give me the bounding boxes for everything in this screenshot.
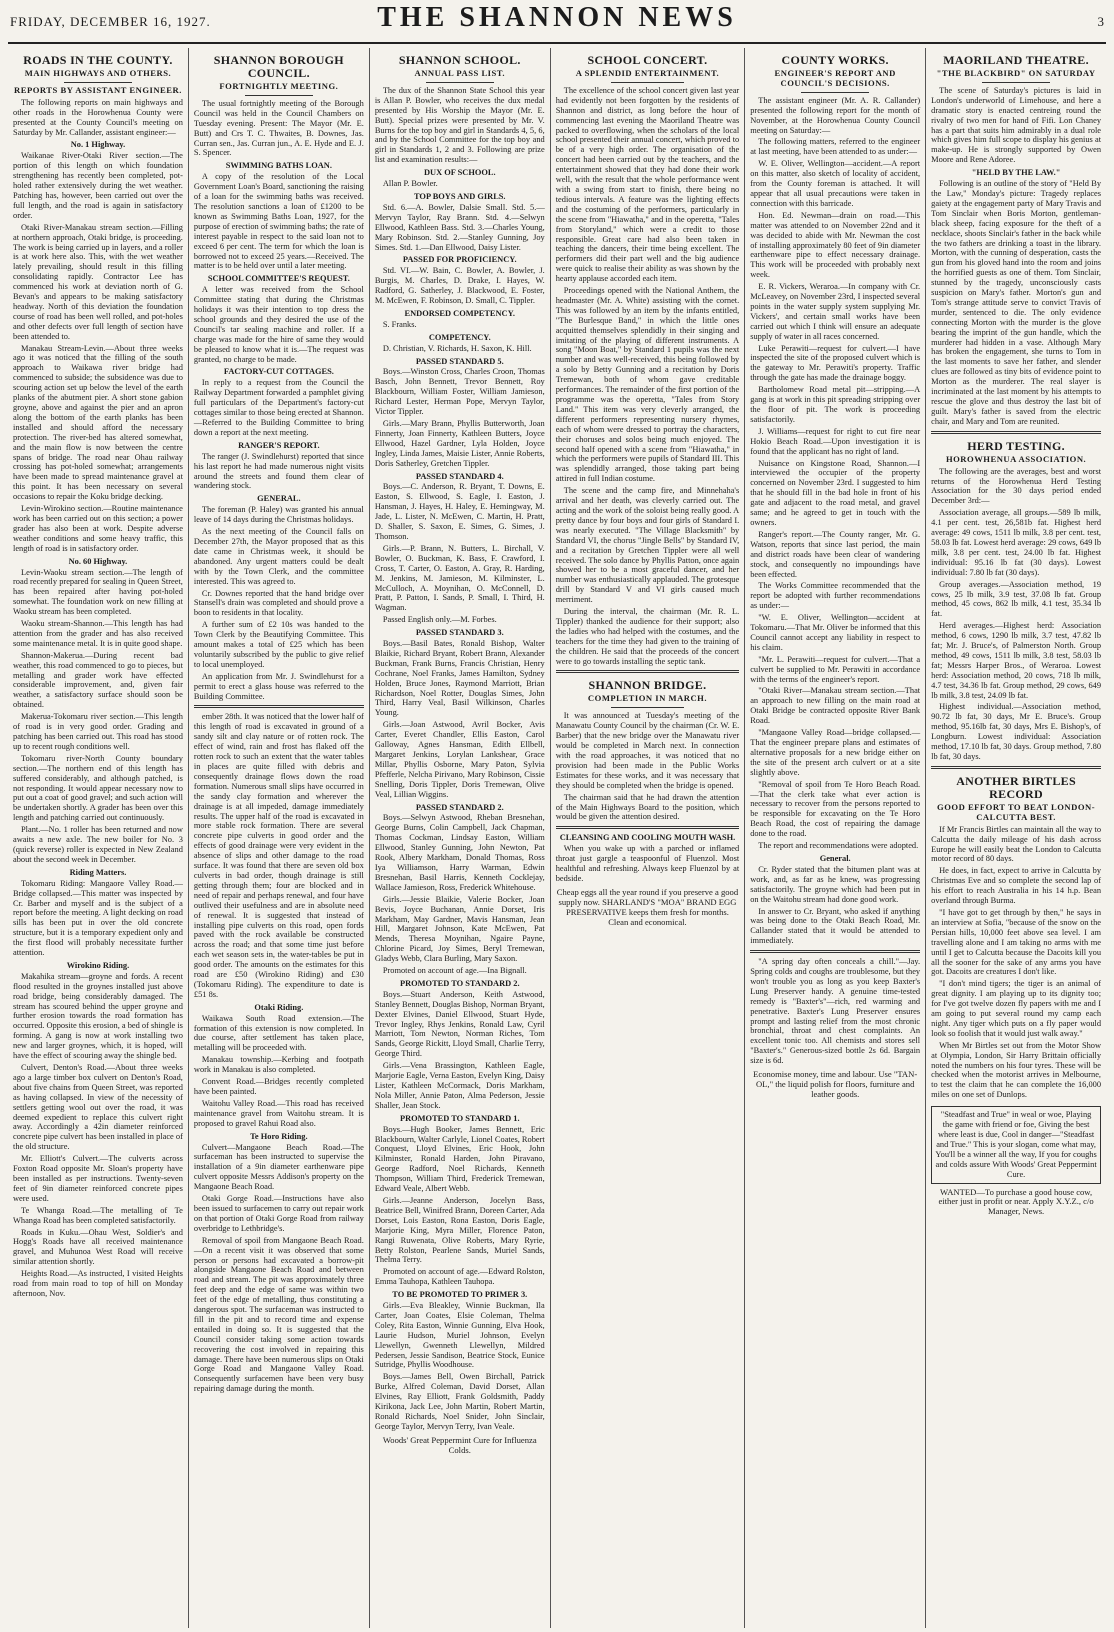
paragraph: "Mr. L. Perawiti—request for culvert.—That a culvert be supplied to Mr. Perawiti in accordance with the terms of the engineer's report.: [750, 654, 921, 684]
paragraph: Boys.—C. Anderson, R. Bryant, T. Downs, E. Easton, S. Ellwood, S. Eagle, I. Easton, J. Hansman, J. Hayes, H. Haley, E. Hemingway, M. Jade, L. Lister, N. McEwen, C. Martin, H. Pratt, D. Shaller, S. Saxon, E. Simes, G. Simes, J. Thomson.: [374, 482, 545, 541]
paragraph: The chairman said that he had drawn the attention of the Main Highways Board to the position, which would be given the attention desired.: [555, 792, 740, 822]
paragraph: Following is an outline of the story of "Held By the Law," Monday's picture: Tragedy replaces gaiety at the engagement party of Mary Travis and Tom Sinclair when Boris Morton, gentleman-black sheep, facing exposure for the theft of a necklace, shoots Sinclair's father in the back while the two fathers are drinking a toast in the library. Morton, with the cunning of desperation, casts the gun from his gloved hand into the room and joins the horrified guests as one of them. Tom Sinclair, stunned by the tragedy, unconsciously casts suspicion on Mary's father. Morton's gun and Tom's strange attitude serve to convict Travis of murder, sentenced to die. The only evidence connecting Morton with the murder is the glove bearing the imprint of the gun handle, which the murderer had hidden in a vase. Although Mary has broken the engagement, she turns to Tom in the last moments to save her father, and slender clues are followed as tiny bits of evidence point to Morton as the murderer. The real slayer is incriminated at the last moment by his attempts to rescue the glove and thus destroy the last bit of guilt. Mary's father is saved from the electric chair, and Mary and Tom are reunited.: [931, 179, 1102, 426]
article-headline: MAORILAND THEATRE.: [943, 53, 1089, 67]
divider: [194, 705, 364, 708]
paragraph: Cr. Ryder stated that the bitumen plant was at work, and, as far as he knew, was progressing satisfactorily. The groyne which had been put in on the Waitohu stream had done good work.: [750, 864, 921, 904]
paragraph: Waitohu Valley Road.—This road has received maintenance gravel from Waitohu stream. It is proposed to gravel Rahui Road also.: [193, 1098, 364, 1128]
paragraph: The usual fortnightly meeting of the Borough Council was held in the Council Chambers on Tuesday evening. Present: The Mayor (Mr. E. Butt) and Crs T. C. Thwaites, B. Downes, Jas. Curran sen., Jas. Curran jun., A. E. Hyde and E. J. S. Spencer.: [193, 98, 364, 158]
paragraph: Hon. Ed. Newman—drain on road.—This matter was attended to on November 22nd and it was decided to abide with Mr. Newman the cost of installing approximately 80 feet of 9in diameter earthenware pipe to effect necessary drainage. This work will be proceeded with probably next week.: [750, 210, 921, 280]
paragraph: Herd averages.—Highest herd: Association method, 6 cows, 1290 lb milk, 3.7 test, 47.82 lb fat; Mr. J. Bruce's, of Palmerston North. Group method, 49 cows, 1511 lb milk, 3.8 test, 58.03 lb fat; Messrs Harper Bros., of Weraroa. Lowest herd: Association method, 20 cows, 718 lb milk, 4.7 test, 34.36 lb fat. Group method, 29 cows, 649 lb milk, 3.8 test, 24.09 lb fat.: [931, 621, 1102, 700]
section-heading: SCHOOL COMMITTEE'S REQUEST.: [207, 274, 350, 284]
paragraph: Promoted on account of age.—Ina Bignall.: [382, 966, 527, 976]
section-heading: PASSED STANDARD 5.: [415, 356, 504, 366]
advertisement: Cheap eggs all the year round if you preserve a good supply now. SHARLAND'S "MOA" BRAND EGG PRESERVATIVE keeps them fresh for months. Clean and economical.: [556, 886, 739, 927]
paragraph: Te Whanga Road.—The metalling of Te Whanga Road has been completed satisfactorily.: [13, 1205, 183, 1225]
section-heading: PASSED FOR PROFICIENCY.: [402, 255, 517, 265]
section-heading: Riding Matters.: [69, 867, 127, 877]
column-county-works: [745, 48, 926, 1628]
section-heading: PASSED STANDARD 2.: [415, 802, 504, 812]
issue-date: FRIDAY, DECEMBER 16, 1927.: [10, 14, 211, 29]
paragraph: The following matters, referred to the engineer at last meeting, have been attended to as under:—: [750, 137, 921, 157]
divider: [611, 82, 684, 83]
column-concert: [551, 48, 746, 1628]
paragraph: ember 28th. It was noticed that the lower half of this length of road is excavated in ground of a sandy silt and clay nature or of rotten rock. The effect of wind, rain and frost has flaked off the rotten rock to such an extent that the water tables in places are quite filled with debris and consequently drainage flows down the road formation. Numerous small slips have occurred in the sandy clay formation and wherever the drainage is at all impeded, damage immediately results. The upper half of the road is excavated in more stable rock formation. There are several concrete pipe culverts in good order and the effects of good drainage were very evident in the absence of slips and other damage to the road surface. It was found that there are seven old box culverts in bad order, though drainage is still getting through them; four are blocked and in need of repair and perhaps renewal, and four have outlived their usefulness and are in absolute need of renewal. It is suggested that instead of installing pipe culverts on this road, open fords paved with the rock available be constructed across the road; and that some time just before each wet season sets in, the water-tables be put in good order. The amounts on the estimates for this road are £50 (Wirokino Riding) and £30 (Tokomaru Riding). The expenditure to date is £51 8s.: [193, 712, 364, 999]
article-subhead: "THE BLACKBIRD" ON SATURDAY: [936, 68, 1096, 78]
paragraph: Group averages.—Association method, 19 cows, 25 lb milk, 3.9 test, 37.08 lb fat. Group method, 45 cows, 862 lb milk, 4.1 test, 35.34 lb fat.: [931, 579, 1102, 619]
section-heading: CLEANSING AND COOLING MOUTH WASH.: [559, 833, 736, 843]
advertisement-box: "Steadfast and True" in weal or woe, Playing the game with friend or foe, Giving the best where least is due, Cool in danger—"Steadfast and True." This is your slogan, come what may, You'll be a winner all the way, If you for coughs and colds assure With Woods' Great Peppermint Cure.: [931, 1106, 1101, 1183]
paragraph: "Otaki River—Manakau stream section.—That an approach to new filling on the main road at Otaki Bridge be contracted opposite River Bank Road.: [750, 686, 921, 726]
page-number: 3: [1097, 14, 1104, 29]
divider: [611, 707, 684, 708]
paragraph: Promoted on account of age.—Edward Rolston, Emma Tauhopa, Kathleen Tauhopa.: [374, 1267, 545, 1287]
paragraph: Shannon-Makerua.—During recent bad weather, this road commenced to go to pieces, but metalling and grader work have effected considerable improvement, and, given fair weather, a satisfactory surface should soon be obtained.: [13, 650, 183, 710]
paragraph: Association average, all groups.—589 lb milk, 4.1 per cent. test, 26,581b fat. Highest herd average: 49 cows, 1511 lb milk, 3.8 per cent. test, 58.03 lb fat. Lowest herd average: 29 cows, 649 lb milk, 3.8 per cent. test, 24.00 lb fat. Highest individual: 95.16 lb fat (30 days). Lowest individual: 7.80 lb fat (30 days).: [931, 508, 1102, 577]
divider: [426, 82, 494, 83]
paragraph: Otaki Gorge Road.—Instructions have also been issued to surfacemen to carry out repair work on that portion of Otaki Gorge Road from railway overbridge to Lethbridge's.: [193, 1194, 364, 1233]
paragraph: Convent Road.—Bridges recently completed have been painted.: [193, 1077, 364, 1096]
article-subhead: MAIN HIGHWAYS AND OTHERS.: [24, 68, 172, 78]
paragraph: Manakau Stream-Levin.—About three weeks ago it was noticed that the filling of the south approach to Waikawa river bridge had commenced to subside; the subsidence was due to scouring action set up below the level of the earth planks of the abutment pier. A short stone gabion groyne, above and against the pier and an apron along the bottom of the earth planks has been installed and should afford the necessary protection. The river-bed has altered somewhat, and the main flow is now between the centre spans of bridge. The road near Ohau railway crossing has pot-holed somewhat; arrangements have been made to spread maintenance gravel at this point. It has been necessary on several occasions to repair the Koku bridge decking.: [13, 343, 183, 502]
paragraph: The assistant engineer (Mr. A. R. Callander) presented the following report for the month of November, at the Horowhenua County Council meeting on Saturday:—: [750, 95, 921, 135]
paragraph: S. Franks.: [382, 319, 417, 329]
divider: [931, 431, 1101, 434]
paragraph: "A spring day often conceals a chill."—Jay. Spring colds and coughs are troublesome, but they won't trouble you as long as you keep Baxter's Lung Preserver handy. A genuine time-tested remedy is "Baxter's"—rich, red warming and penetrative. Baxter's Lung Preserver ensures prompt and lasting relief from the most chronic bronchial, throat and chest complaints. An excellent tonic too. All chemists and stores sell "Baxter's." Generous-sized bottle 2s 6d. Bargain size is 6d.: [750, 957, 921, 1066]
section-heading: TO BE PROMOTED TO PRIMER 3.: [392, 1290, 528, 1300]
section-heading: ENDORSED COMPETENCY.: [404, 308, 515, 318]
paragraph: Nuisance on Kingstone Road, Shannon.—I interviewed the occupier of the property concerned on November 23rd. I suggested to him that he should fill in the bad hole in front of his gate and adjacent to the road metal, and gravel same; and he agreed to get in touch with the owners.: [750, 458, 921, 527]
column-borough-council: [189, 48, 370, 1628]
paragraph: The dux of the Shannon State School this year is Allan P. Bowler, who receives the dux medal presented by His Worship the Mayor (Mr. E. Butt). Special prizes were presented by Mr. V. Burns for the top boy and girl in Standards 4, 5, 6, and by the School Committee for the top boy and girl in Standards 1, 2 and 3. Following are prize list and examination results:—: [374, 85, 545, 165]
section-heading: Te Horo Riding.: [250, 1131, 308, 1141]
paragraph: Waikanae River-Otaki River section.—The portion of this length on which foundation strengthening has recently been completed, pot-holed rather extensively during the wet weather. Patching has, however, been carried out over the full length, and the road is again in satisfactory order.: [13, 151, 183, 220]
article-headline: COUNTY WORKS.: [781, 53, 889, 67]
section-heading: "HELD BY THE LAW.": [971, 168, 1061, 178]
paragraph: As the next meeting of the Council falls on December 27th, the Mayor proposed that as this date came in Christmas week, it should be abandoned. Any urgent matters could be dealt with by the Town Clerk, and the committee interested. This was agreed to.: [193, 527, 364, 586]
paragraph: Passed English only.—M. Forbes.: [382, 615, 497, 625]
section-heading: TOP BOYS AND GIRLS.: [414, 191, 506, 201]
paragraph: A further sum of £2 10s was handed to the Town Clerk by the Beautifying Committee. This amount makes a total of £25 which has been voluntarily subscribed by the public to give relief to local unemployed.: [193, 620, 364, 669]
paragraph: The ranger (J. Swindlehurst) reported that since his last report he had made numerous night visits around the streets and found them clear of wandering stock.: [193, 451, 364, 491]
paragraph: Makahika stream—groyne and fords. A recent flood resulted in the groynes installed just above road bridge, being considerably damaged. The stream has scoured behind the upper groyne and further erosion towards the road formation has occurred. Opposite this erosion, a bed of shingle is forming. A gang is now at work installing two new and larger groynes, which, it is hoped, will have the effect of scouring away the shingle bed.: [13, 971, 183, 1061]
column-roads: [8, 48, 189, 1628]
paragraph: The Works Committee recommended that the report be adopted with further recommendations as under:—: [750, 581, 921, 611]
divider: [556, 826, 740, 829]
paragraph: When you wake up with a parched or inflamed throat just gargle a teaspoonful of Fluenzol. Most healthful and refreshing. Always keep Fluenzol by at bedside.: [555, 844, 740, 883]
article-subhead: FORTNIGHTLY MEETING.: [219, 81, 339, 91]
section-heading: PROMOTED TO STANDARD 1.: [399, 1113, 520, 1123]
article-headline: SCHOOL CONCERT.: [587, 53, 708, 67]
paragraph: Plant.—No. 1 roller has been returned and now awaits a new axle. The new boiler for No. 3 (quick reverse) roller is expected in New Zealand about the second week in December.: [13, 825, 183, 864]
section-heading: SWIMMING BATHS LOAN.: [225, 161, 332, 171]
article-headline: SHANNON SCHOOL.: [398, 53, 521, 67]
section-heading: Wirokino Riding.: [66, 960, 130, 970]
section-heading: PASSED STANDARD 3.: [415, 628, 504, 638]
paragraph: Makerua-Tokomaru river section.—This length of road is in very good order. Grading and patching has been carried out. This road has stood up to recent rough conditions well.: [13, 712, 183, 751]
paragraph: Allan P. Bowler.: [382, 179, 438, 189]
paragraph: It was announced at Tuesday's meeting of the Manawatu County Council by the chairman (Cr. W. E. Barber) that the new bridge over the Manawatu river would be completed in March next. In connection with the road approaches, it was noticed that no provision had been made in the Public Works Estimates for these works, and it was necessary that they should be completed when the bridge is opened.: [555, 711, 740, 790]
paragraph: Girls.—Joan Astwood, Avril Bocker, Avis Carter, Everet Chandler, Ellis Easton, Carol Galloway, Agnes Hansman, Edith Ellbell, Margaret Jenkins, Lorylan Lankshear, Grace Millar, Phyllis Osborne, Mary Paton, Sylvia Pfefferle, Nelcha Pirivano, Mary Robinson, Cissie Snelling, Doris Tippler, Doris Tremewan, Olive Veal, Lillian Wiggins.: [374, 720, 545, 799]
divider: [982, 82, 1050, 83]
paragraph: Waikawa South Road extension.—The formation of this extension is now completed. In due course, after settlement has taken place, metalling will be proceeded with.: [193, 1013, 364, 1053]
paragraph: Waoku stream-Shannon.—This length has had attention from the grader and has also received some maintenance metal. It is in quite good shape.: [13, 619, 183, 648]
paragraph: Boys.—Winston Cross, Charles Croon, Thomas Basch, John Bennett, Trevor Bennett, Roy Blackbourn, William Foster, William Jamieson, Richard Lester, Herman Pope, Mervyn Taylor, Victor Tippler.: [374, 367, 545, 417]
paragraph: Girls.—Vena Brassington, Kathleen Eagle, Marjorie Eagle, Verna Easton, Evelyn King, Daisy Lister, Kathleen McCormack, Doris Markham, Nola Miller, Annie Paton, Alma Pederson, Jessie Shaller, Jean Stock.: [374, 1061, 545, 1110]
section-heading: Otaki Riding.: [254, 1002, 304, 1012]
section-heading: RANGER'S REPORT.: [238, 440, 320, 450]
paragraph: Tokomaru Riding: Mangaore Valley Road.—Bridge collapsed.—This matter was inspected by Cr. Barber and myself and is the subject of a report before the meeting. A light decking on road sills has been put in over the old concrete structure, but it is a temporary expedient only and the first flood will probably necessitate further attention.: [13, 878, 183, 958]
columns: [8, 48, 1106, 1628]
article-headline: SHANNON BRIDGE.: [588, 678, 707, 693]
section-heading: COMPETENCY.: [428, 332, 491, 342]
article-headline: SHANNON BOROUGH COUNCIL.: [213, 53, 344, 80]
article-subhead: A SPLENDID ENTERTAINMENT.: [575, 68, 720, 78]
paragraph: Heights Road.—As instructed, I visited Heights road from main road to top of hill on Monday afternoon, Nov.: [13, 1269, 183, 1298]
article-headline: ROADS IN THE COUNTY.: [23, 53, 173, 67]
section-heading: General.: [819, 853, 851, 863]
paragraph: If Mr Francis Birtles can maintain all the way to Calcutta the daily mileage of his dash across Europe he will easily beat the London to Calcutta motor record of 80 days.: [931, 824, 1102, 864]
paragraph: "Removal of spoil from Te Horo Beach Road.—That the clerk take what ever action is necessary to recover from the persons reported to be responsible for excavating on the Te Horo Beach Road, the cost of repairing the damage done to the road.: [750, 779, 921, 839]
masthead: [8, 0, 1106, 44]
paragraph: Boys.—Hugh Booker, James Bennett, Eric Blackbourn, Walter Carlyle, Lionel Coates, Robert Conquest, Lloyd Elvines, Eric Hook, John Kilminster, Ronald Harden, John Piravano, George Radford, Noel Richards, Kenneth Thompson, William Third, Frederick Tremewan, Edward Veale, Albert Webb.: [374, 1124, 545, 1194]
section-heading: GENERAL.: [257, 494, 301, 504]
paragraph: Girls.—P. Brann, N. Butters, L. Birchall, V. Bowler, O. Buckman, K. Bass, F. Crawford, I. Cross, T. Carter, O. Easton, A. Gray, R. Harding, M. Jenkins, M. Jamieson, M. Kilminster, L. McCulloch, A. Moynihan, O. McConnell, D. Pratt, P. Patton, I. Sands, P. Small, I. Third, H. Wagman.: [374, 543, 545, 613]
paragraph: Ranger's report.—The County ranger, Mr. G. Watson, reports that since last period, the main and district roads have been clear of wandering stock, and consequently no impoundings have been effected.: [750, 529, 921, 579]
paragraph: Boys.—Stuart Anderson, Keith Astwood, Stanley Bennett, Douglas Bishop, Norman Bryant, Dexter Elvines, Daniel Ellwood, Stuart Hyde, Trevor Ingley, Rhys Jenkins, Ronald Law, Cyril Marriott, Tom Newton, Norman Riches, Tom Sands, George Rickitt, Lloyd Small, Charlie Terry, George Third.: [374, 989, 545, 1059]
article-subhead: ANNUAL PASS LIST.: [414, 68, 506, 78]
column-theatre: [926, 48, 1106, 1628]
paragraph: Highest individual.—Association method, 90.72 lb fat, 30 days, Mr E. Bruce's. Group method, 95.16lb fat, 30 days, Mrs E. Bishop's, of Longburn. Lowest individual: Association method, 17.10 lb fat, 30 days. Group method, 7.80 lb fat, 30 days.: [931, 702, 1102, 761]
section-heading: DUX OF SCHOOL.: [423, 168, 496, 178]
paragraph: Boys.—Selwyn Astwood, Rheban Bresnehan, George Burns, Colin Campbell, Jack Chapman, Thomas Cockman, Lindsay Easton, William Ellwood, Stanley Gunning, John Newton, Pat Rook, Albery Markham, Donald Thomas, Ross Iya Williamson, Harry Warman, Edwin Bresnehan, Basil Harris, Kenneth Cocklejay, Wallace Jamieson, Ross, Frederick Whitehouse.: [374, 813, 545, 892]
paragraph: "I have got to get through by then," he says in an interview at Sofia, "because of the snow on the Persian hills, 10,000 feet above sea level. I am travelling alone and I am taking no arms with me until I get to Calcutta because the Dacoits kill you all the sooner for the sake of any arms you have got. Dacoits are creatures I don't like.: [931, 907, 1102, 977]
paragraph: In reply to a request from the Council the Railway Department forwarded a pamphlet giving full particulars of the Department's factory-cut cottages similar to those being erected at Shannon.—Referred to the Building Committee to bring down a report at the next meeting.: [193, 378, 364, 437]
article-headline: HERD TESTING.: [967, 438, 1065, 453]
section-heading: FACTORY-CUT COTTAGES.: [223, 367, 334, 377]
paragraph: Std. VI.—W. Bain, C. Bowler, A. Bowler, J. Burgis, M. Charles, D. Drake, I. Hayes, W. Radford, G. Satherley, J. Blackwood, E. Foster, M. McEwen, F. Robinson, D. Small, C. Tippler.: [374, 266, 545, 306]
article-subhead: HOROWHENUA ASSOCIATION.: [945, 453, 1087, 464]
paragraph: Std. 6.—A. Bowler, Dalsie Small. Std. 5.—Mervyn Taylor, Ray Brann. Std. 4.—Selwyn Ellwood, Kathleen Bass. Std. 3.—Charles Young, Mary Robinson. Std. 2.—Stanley Gunning, Joy Simes. Std. 1.—Dan Ellwood, Daisy Lister.: [374, 202, 545, 252]
paragraph: Culvert, Denton's Road.—About three weeks ago a large timber box culvert on Denton's Road, about five chains from Queen Street, was reported as having collapsed. In view of the necessity of settlers getting wool out over the road, it was deemed expedient to replace this culvert right away. Accordingly a 42in diameter reinforced concrete pipe culvert has been installed in place of the old structure.: [13, 1063, 183, 1152]
paragraph: A copy of the resolution of the Local Government Loan's Board, sanctioning the raising of a loan for the swimming baths was received. The resolution sanctions a loan of £1200 to be known as Swimming Baths Loan, 1927, for the purpose of erection of swimming baths; the rate of interest payable in respect to the said loan not to exceed 6 per cent. The term for which the loan is borrowed not to exceed 25 years.—Received. The matter is to be held over until a later meeting.: [193, 172, 364, 271]
paragraph: "W. E. Oliver, Wellington—accident at Tokomaru.—That Mr. Oliver be informed that this Council cannot accept any liability in respect to his claim.: [750, 613, 921, 652]
advertisement: WANTED—To purchase a good house cow, either just in profit or near. Apply X.Y.Z., c/o Manager, News.: [938, 1186, 1094, 1217]
paragraph: D. Christian, V. Richards, H. Saxon, K. Hill.: [382, 343, 532, 353]
paragraph: The following are the averages, best and worst returns of the Horowhenua Herd Testing Association for the 30 days period ended December 3rd:—: [931, 466, 1102, 506]
paragraph: Roads in Kuku.—Ohau West, Soldier's and Hogg's Roads have all received maintenance gravel, and Muhunoa West Road will receive similar attention shortly.: [13, 1227, 183, 1267]
divider: [931, 766, 1101, 769]
section-heading: PASSED STANDARD 4.: [415, 471, 504, 481]
paragraph: A letter was received from the School Committee stating that during the Christmas holidays it was their intention to top dress the school grounds and they desired the use of the Council's tar sealing machine and roller. If a charge was made for the hire of same they would be pleased to know what it is.—The request was granted, no charge to be made.: [193, 285, 364, 364]
paragraph: When Mr Birtles set out from the Motor Show at Olympia, London, Sir Harry Brittain officially noted the numbers on his four tyres. These will be checked when the motorist arrives in Melbourne, to test the claim that he can complete the 16,000 miles on one set of Dunlops.: [931, 1040, 1102, 1100]
paragraph: W. E. Oliver, Wellington—accident.—A report on this matter, also sketch of locality of accident, from the County foreman is attached. It will appear that all usual precautions were taken in connection with this barricade.: [750, 159, 921, 208]
paragraph: E. R. Vickers, Weraroa.—In company with Cr. McLeavey, on November 23rd, I inspected several points in the water supply system supplying Mr. Vickers', and certain small works have been carried out which I think will ensure an adequate supply of water in all races concerned.: [750, 282, 921, 341]
paragraph: The report and recommendations were adopted.: [758, 841, 919, 851]
paragraph: "I don't mind tigers; the tiger is an animal of great dignity. I am playing up to its dignity too; for I've got twelve dozen fly papers with me and I am going to put several round my camp each night. Any tiger which puts on a fly paper would look so foolish that it would just walk away.": [931, 979, 1102, 1038]
paragraph: In answer to Cr. Bryant, who asked if anything was being done to the Otaki Beach Road, Mr. Callander stated that it would be attended to immediately.: [750, 906, 921, 946]
paragraph: Boys.—James Bell, Owen Birchall, Patrick Burke, Alfred Coleman, David Dorset, Allan Elvines, Ray Elliott, Frank Goldsmith, Paddy Kirikona, Jack Lee, John Martin, Robert Martin, Ronald Richards, Noel Snider, John Sinclair, George Taylor, Mervyn Terry, Ivan Veale.: [374, 1372, 545, 1431]
paragraph: The foreman (P. Haley) was granted his annual leave of 14 days during the Christmas holidays.: [193, 505, 364, 525]
paragraph: Proceedings opened with the National Anthem, the headmaster (Mr. A. White) assisting with the cornet. This was followed by an item by the infants entitled, "The Burlesque Band," in which the little ones acquitted themselves splendidly in their singing and imitating of the playing of different instruments. A song "Moon Boat," by Standard 1 pupils was the next number and was well-received, this being followed by a solo by Betty Gunning and a recitation by Doris Tremewan, both of whom gave creditable performances. The remainder of the first portion of the programme was the operetta, "Tales from Story Land." This item was very cleverly arranged, the different performers representing nursery rhymes, each of whom were dressed to portray the characters, their choruses and solos being much enjoyed. The second half opened with a scene from "Hiawatha," in which the performers were pupils of Standard III. This was splendidly arranged, those taking part being attired in full Indian costume.: [555, 286, 740, 484]
article-subhead: COMPLETION IN MARCH.: [587, 693, 708, 704]
paragraph: J. Williams—request for right to cut fire near Hokio Beach Road.—Upon investigation it is found that the applicant has no right of land.: [750, 426, 921, 456]
paragraph: Bartholomew Road metal pit—stripping.—A gang is at work in this pit spreading stripping over the floor of pit. The work is proceeding satisfactorily.: [750, 385, 921, 424]
paragraph: Girls.—Eva Bleakley, Winnie Buckman, Ila Carter, Joan Coates, Elsie Coleman, Thelma Coley, Rita Easton, Winnie Gunning, Elva Hook, Laurie Hudson, Muriel Johnson, Evelyn Llewellyn, Gwenneth Llewellyn, Mildred Pedersen, Jessie Sandison, Beatrice Stock, Eunice Sutridge, Phyllis Woodhouse.: [374, 1301, 545, 1370]
paragraph: Girls.—Jessie Blaikie, Valerie Bocker, Joan Bevis, Joyce Buchanan, Annie Dorset, Iris Markham, May Gardner, Mavis Hansman, Jean Hill, Margaret Johnson, Kate McEwen, Pat Mends, Theresa Moynihan, Ngaire Payne, Chlorine Picard, Joy Simes, Beryl Tremewan, Gladys Webb, Clara Burling, Mary Saxon.: [374, 894, 545, 964]
advertisement: Woods' Great Peppermint Cure for Influenza Colds.: [382, 1434, 537, 1455]
paragraph: Boys.—Basil Bates, Ronald Bishop, Walter Blaikie, Richard Bryant, Robert Brann, Alexander Buckman, Frank Burns, Francis Christian, Henry Cochrane, Noel Franks, James Hamilton, Sydney Holden, Bruce Jones, Raymond Marriott, Brian Richardson, Noel Rotter, Douglas Simes, John Third, Harry Veal, Basil Wilkinson, Charles Young.: [374, 639, 545, 718]
paragraph: The scene and the camp fire, and Minnehaha's arrival and her death, was cleverly carried out. The acting and the work of the soloist being really good. A pretty dance by four boys and four girls of Standard I. was nearly executed. "The Village Blacksmith" by Standard VI, the chorus "Jingle Bells" by Standard IV, and a recitation by Gretchen Tippler were all well received. The solo dance by Phyllis Patton, once again showed her to be a most graceful dancer, and her number was enthusiastically applauded. The grotesque drill by Standard V and VI girls caused much merriment.: [555, 486, 740, 605]
paragraph: Tokomaru river-North County boundary section.—The northern end of this length has suffered considerably, and although patched, is not responding. It would appear necessary now to put out a coat of good gravel; and such action will be undertaken shortly. A grader has been over this length and patching carried out continuously.: [13, 753, 183, 823]
section-heading: PROMOTED TO STANDARD 2.: [399, 978, 520, 988]
newspaper-title: THE SHANNON NEWS: [377, 2, 737, 33]
paragraph: Cr. Downes reported that the hand bridge over Stansell's drain was completed and should prove a boon to residents in that locality.: [193, 588, 364, 618]
paragraph: "Mangaone Valley Road—bridge collapsed.—That the engineer prepare plans and estimates of alternative proposals for a new bridge either on the site of the present arch culvert or at a site slightly above.: [750, 728, 921, 777]
paragraph: Levin-Wirokino section.—Routine maintenance work has been carried out on this section; a power grader has also been at work. Despite adverse weather conditions and some heavy traffic, this length of road is in satisfactory order.: [13, 504, 183, 553]
article-subhead: GOOD EFFORT TO BEAT LONDON-CALCUTTA BEST.: [937, 801, 1096, 822]
paragraph: Levin-Waoku stream section.—The length of road recently prepared for sealing in Queen Street, has been repaired after having pot-holed somewhat. The foundation work on new filling at Waoku stream has been completed.: [13, 567, 183, 617]
divider: [801, 92, 869, 93]
divider: [245, 95, 313, 96]
paragraph: Otaki River-Manakau stream section.—Filling at northern approach, Otaki bridge, is proceeding. The work is being carried up in layers, and a roller is at work here also. This, with the wet weather lately prevailing, should result in this filling consolidating rapidly. Contractor Lee has commenced his work at deviation north of G. Bevan's and appears to be making satisfactory headway. North of this deviation the foundation course of road has been well rolled, and pot-holes and other defects over full length of section have been attended to.: [13, 222, 183, 341]
paragraph: Luke Perawiti—request for culvert.—I have inspected the site of the proposed culvert which is the gateway to Mr. Perawiti's property. Traffic through the gate has made the drainage boggy.: [750, 343, 921, 383]
paragraph: An application from Mr. J. Swindlehurst for a permit to erect a glass house was referred to the Building Committee.: [193, 671, 364, 701]
paragraph: Removal of spoil from Mangaone Beach Road.—On a recent visit it was observed that some person or persons had excavated a borrow-pit alongside Mangaone Beach Road and between road and stream. The pit was approximately three feet deep and the edge of same was within two feet of the edge of metalling, thus constituting a dangerous spot. The surfaceman was instructed to fill in the pit and to record time and expense entailed in doing so. It is suggested that the Council consider taking some action towards recovering the cost involved in repairing this damage. There have been numerous slips on Otaki Gorge Road and Mangaone Valley Road. Consequently surfacemen have been very busy repairing damage during the month.: [193, 1235, 364, 1394]
divider: [556, 670, 740, 673]
section-heading: No. 1 Highway.: [70, 140, 126, 150]
article-headline: ANOTHER BIRTLES RECORD: [956, 773, 1076, 801]
paragraph: The following reports on main highways and other roads in the Horowhenua County were presented at the County Council's meeting on Saturday by Mr. Callander, assistant engineer:—: [13, 97, 183, 137]
divider: [750, 950, 920, 953]
article-subhead: REPORTS BY ASSISTANT ENGINEER.: [14, 84, 182, 95]
advertisement: Economise money, time and labour. Use "TAN-OL," the liquid polish for floors, furniture and leather goods.: [753, 1069, 918, 1099]
column-school: [370, 48, 551, 1628]
paragraph: Girls.—Jeanne Anderson, Jocelyn Bass, Beatrice Bell, Winifred Brann, Doreen Carter, Ada Dorset, Lois Easton, Rona Easton, Doris Eagle, Marjorie King, Myra Miller, Florence Paton, Rangi Ruwenata, Olive Roberts, Mary Ryrie, Betty Rolston, Pearlene Sands, Muriel Sands, Thelma Terry.: [374, 1195, 545, 1265]
divider: [64, 82, 132, 83]
article-subhead: ENGINEER'S REPORT AND COUNCIL'S DECISIONS.: [774, 68, 896, 88]
paragraph: He does, in fact, expect to arrive in Calcutta by Christmas Eve and so complete the second lap of his effort to reach Australia in his 14 h.p. Bean overland through Burma.: [931, 866, 1102, 906]
paragraph: Culvert—Mangaone Beach Road.—The surfaceman has been instructed to supervise the installation of a 9in diameter earthenware pipe culvert opposite Messrs Addison's property on the Mangaone Beach Road.: [193, 1142, 364, 1192]
section-heading: No. 60 Highway.: [68, 556, 128, 566]
paragraph: Mr. Elliott's Culvert.—The culverts across Foxton Road opposite Mr. Sloan's property have been installed as per instructions. Twenty-seven feet of 9in diameter reinforced concrete pipes were used.: [13, 1154, 183, 1203]
paragraph: The excellence of the school concert given last year had evidently not been forgotten by the residents of Shannon and district, as long before the hour of commencing last evening the Maoriland Theatre was packed to overflowing, when the scholars of the local school presented their annual concert, which proved to be of a very high order. The organisation of the concert had been carried out by the teachers, and the entertainment showed that they had done their work well, with the result that the whole performance went with a swing from start to finish, there being no tedious intervals. A feature was the lighting effects and the costuming of the performers, particularly in the scene from "Hiawatha," and in the operetta, "Tales from Storyland," which were a credit to those responsible. Great care had also been taken in teaching the dancers, their time being excellent. The performers did their part well and the big audience were quick to realise their ability as was shown by the hearty applause accorded each item.: [555, 85, 740, 284]
paragraph: Manakau township.—Kerbing and footpath work in Manakau is also completed.: [193, 1055, 364, 1075]
paragraph: Girls.—Mary Brann, Phyllis Butterworth, Joan Finnerty, Joan Finnerty, Kathleen Butters, Joyce Ellwood, Hazel Gardner, Lyla Holden, Joyce Ingley, Linda James, Maisie Lister, Annie Roberts, Doris Satherley, Gretchen Tippler.: [374, 419, 545, 468]
paragraph: The scene of Saturday's pictures is laid in London's underworld of Limehouse, and here a dramatic story is enacted centreing round the rivalry of two men for hand of Fifi. Lon Chaney has a part that suits him admirably in a dual role which gives him full scope to display his genius at make-up. He is strongly supported by Owen Moore and Rene Adoree.: [931, 85, 1102, 165]
paragraph: During the interval, the chairman (Mr. R. L. Tippler) thanked the audience for their support; also the ladies who had helped with the costumes, and the teachers for the time they had given to the training of the children. He said that the proceeds of the concert were to go towards installing the septic tank.: [555, 607, 740, 666]
